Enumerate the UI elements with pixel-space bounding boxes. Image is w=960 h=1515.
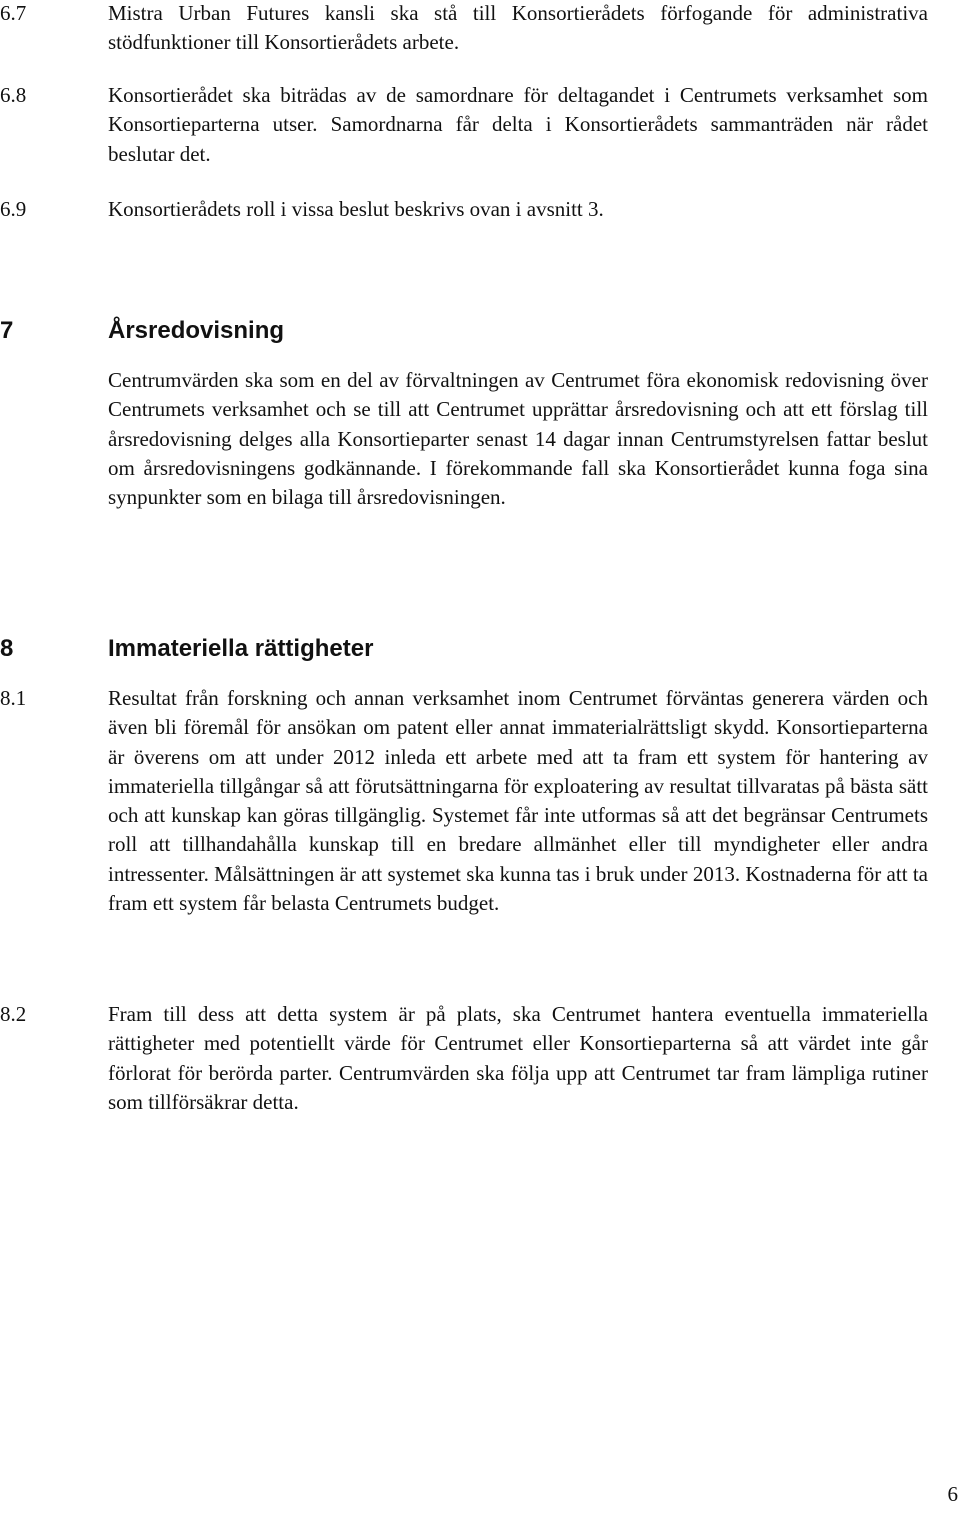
clause-number: 6.9 [0, 197, 27, 221]
section-number: 8 [0, 635, 14, 662]
section-title: Immateriella rättigheter [108, 635, 374, 662]
clause-number: 6.7 [0, 1, 27, 25]
clause-text: Mistra Urban Futures kansli ska stå till Konsortierådets förfogande för administrativa stödfunktioner till Konsortierådets arbete. [108, 1, 928, 55]
clause-text: Konsortierådets roll i vissa beslut beskrivs ovan i avsnitt 3. [108, 197, 604, 221]
section-number: 7 [0, 317, 14, 344]
clause-number: 6.8 [0, 83, 27, 107]
paragraph-text: Centrumvärden ska som en del av förvaltningen av Centrumet föra ekonomisk redovisning över Centrumets verksamhet och se till att Centrumet upprättar årsredovisning och att ett förslag till årsredovisning delges alla Konsortieparter senast 14 dagar innan Centrumstyrelsen fattar beslut om årsredovisningens godkännande. I förekommande fall ska Konsortierådet kunna foga sina synpunkter som en bilaga till årsredovisningen. [108, 368, 928, 510]
section-title: Årsredovisning [108, 317, 285, 344]
page-number: 6 [947, 1482, 958, 1506]
clause-number: 8.2 [0, 1002, 27, 1026]
clause-text: Fram till dess att detta system är på plats, ska Centrumet hantera eventuella immateriella rättigheter med potentiellt värde för Centrumet eller Konsortieparterna så att värdet inte går förlorat för berörda parter. Centrumvärden ska följa upp att Centrumet tar fram lämpliga rutiner som tillförsäkrar detta. [108, 1002, 928, 1114]
clause-text: Resultat från forskning och annan verksamhet inom Centrumet förväntas generera värden och även bli föremål för ansökan om patent eller annat immaterialrättsligt skydd. Konsortieparterna är överens om att under 2012 inleda ett arbete med att ta fram ett system för hantering av immateriella tillgångar så att förutsättningarna för exploatering av resultat tillvaratas på bästa sätt och att kunskap kan göras tillgänglig. Systemet får inte utformas så att det begränsar Centrumets roll att tillhandahålla kunskap till en bredare allmänhet eller till myndigheter eller andra intressenter. Målsättningen är att systemet ska kunna tas i bruk under 2013. Kostnaderna för att ta fram ett system får belasta Centrumets budget. [108, 686, 928, 916]
clause-number: 8.1 [0, 686, 27, 710]
clause-text: Konsortierådet ska biträdas av de samordnare för deltagandet i Centrumets verksamhet som Konsortieparterna utser. Samordnarna får delta i Konsortierådets sammanträden när rådet beslutar det. [108, 83, 928, 166]
